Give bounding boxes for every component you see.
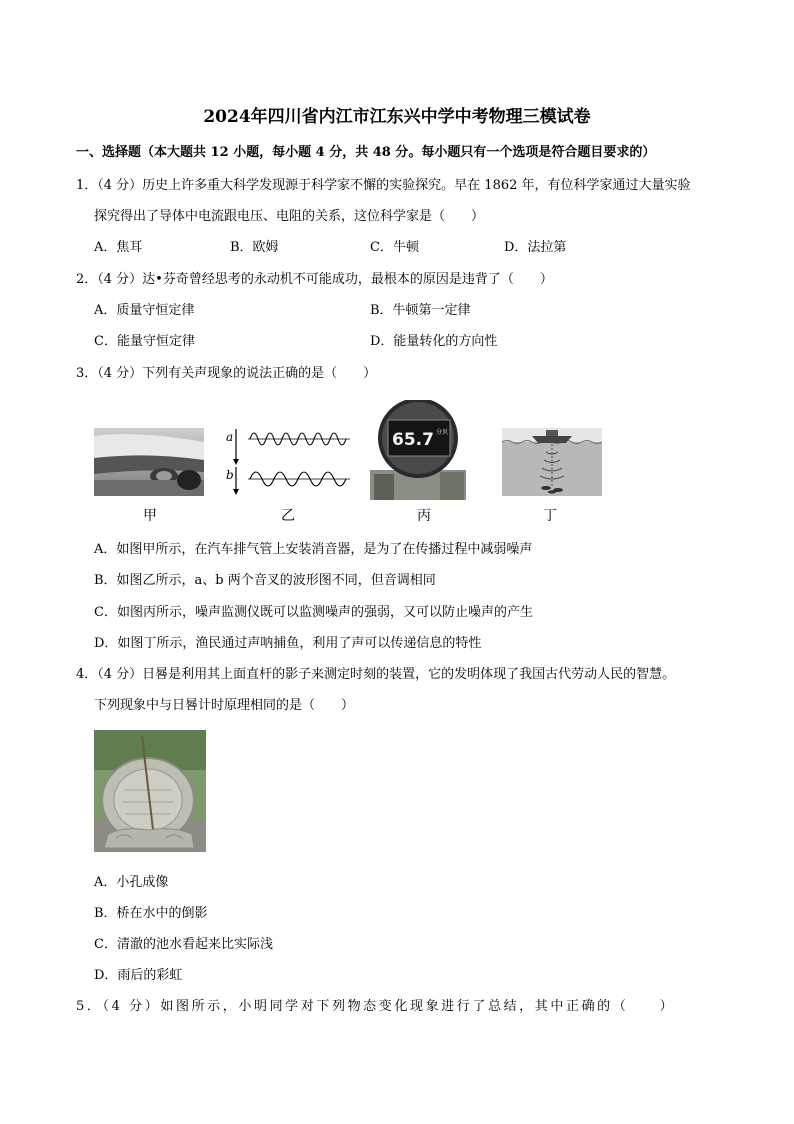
q4-option-b: B．桥在水中的倒影 xyxy=(94,906,208,921)
q4-option-d: D．雨后的彩虹 xyxy=(94,968,183,983)
q1-option-c: C．牛顿 xyxy=(370,240,419,255)
figure-yi-waveforms xyxy=(222,423,352,499)
q1-option-a: A．焦耳 xyxy=(94,240,143,255)
meter-reading: 65.7 xyxy=(392,430,434,450)
q2-option-c: C．能量守恒定律 xyxy=(94,334,195,349)
caption-jia: 甲 xyxy=(143,508,157,524)
section-heading: 一、选择题（本大题共 12 小题，每小题 4 分，共 48 分。每小题只有一个选项是符合题目要求的） xyxy=(76,145,656,160)
q2-option-a: A．质量守恒定律 xyxy=(94,303,195,318)
page-title: 2024年四川省内江市江东兴中学中考物理三模试卷 xyxy=(203,107,591,127)
caption-bing: 丙 xyxy=(417,508,431,524)
question-4-text: 4．（4 分）日晷是利用其上面直杆的影子来测定时刻的装置，它的发明体现了我国古代劳动人民的智慧。 xyxy=(76,667,676,682)
q3-option-d: D．如图丁所示，渔民通过声呐捕鱼，利用了声可以传递信息的特性 xyxy=(94,636,482,651)
q2-option-b: B．牛顿第一定律 xyxy=(370,303,471,318)
figure-jia-car-exhaust xyxy=(94,428,204,496)
caption-ding: 丁 xyxy=(543,508,557,524)
q3-option-c: C．如图丙所示，噪声监测仪既可以监测噪声的强弱，又可以防止噪声的产生 xyxy=(94,605,533,620)
wave-label-b: b xyxy=(226,468,234,482)
q4-option-c: C．清澈的池水看起来比实际浅 xyxy=(94,937,273,952)
q1-option-b: B．欧姆 xyxy=(230,240,279,255)
q3-option-a: A．如图甲所示，在汽车排气管上安装消音器，是为了在传播过程中减弱噪声 xyxy=(94,542,533,557)
q1-option-d: D．法拉第 xyxy=(504,240,567,255)
figure-bing-noise-meter xyxy=(370,400,466,500)
question-5-text: 5．（4 分）如图所示，小明同学对下列物态变化现象进行了总结，其中正确的（ ） xyxy=(76,999,676,1014)
meter-unit: 分贝 xyxy=(436,429,449,436)
figure-sundial-photo xyxy=(94,730,206,852)
figure-ding-sonar-boat xyxy=(502,428,602,496)
caption-yi: 乙 xyxy=(281,508,295,524)
wave-label-a: a xyxy=(226,430,234,444)
q2-option-d: D．能量转化的方向性 xyxy=(370,334,498,349)
question-1-text: 1．（4 分）历史上许多重大科学发现源于科学家不懈的实验探究。早在 1862 年，有位科学家通过大量实验 xyxy=(76,178,691,193)
question-3-text: 3．（4 分）下列有关声现象的说法正确的是（ ） xyxy=(76,366,377,381)
q4-option-a: A．小孔成像 xyxy=(94,875,169,890)
question-4-text-cont: 下列现象中与日晷计时原理相同的是（ ） xyxy=(94,698,355,713)
q3-option-b: B．如图乙所示，a、b 两个音叉的波形图不同，但音调相同 xyxy=(94,573,436,588)
question-2-text: 2．（4 分）达•芬奇曾经思考的永动机不可能成功，最根本的原因是违背了（ ） xyxy=(76,272,553,287)
question-1-text-cont: 探究得出了导体中电流跟电压、电阻的关系，这位科学家是（ ） xyxy=(94,209,485,224)
